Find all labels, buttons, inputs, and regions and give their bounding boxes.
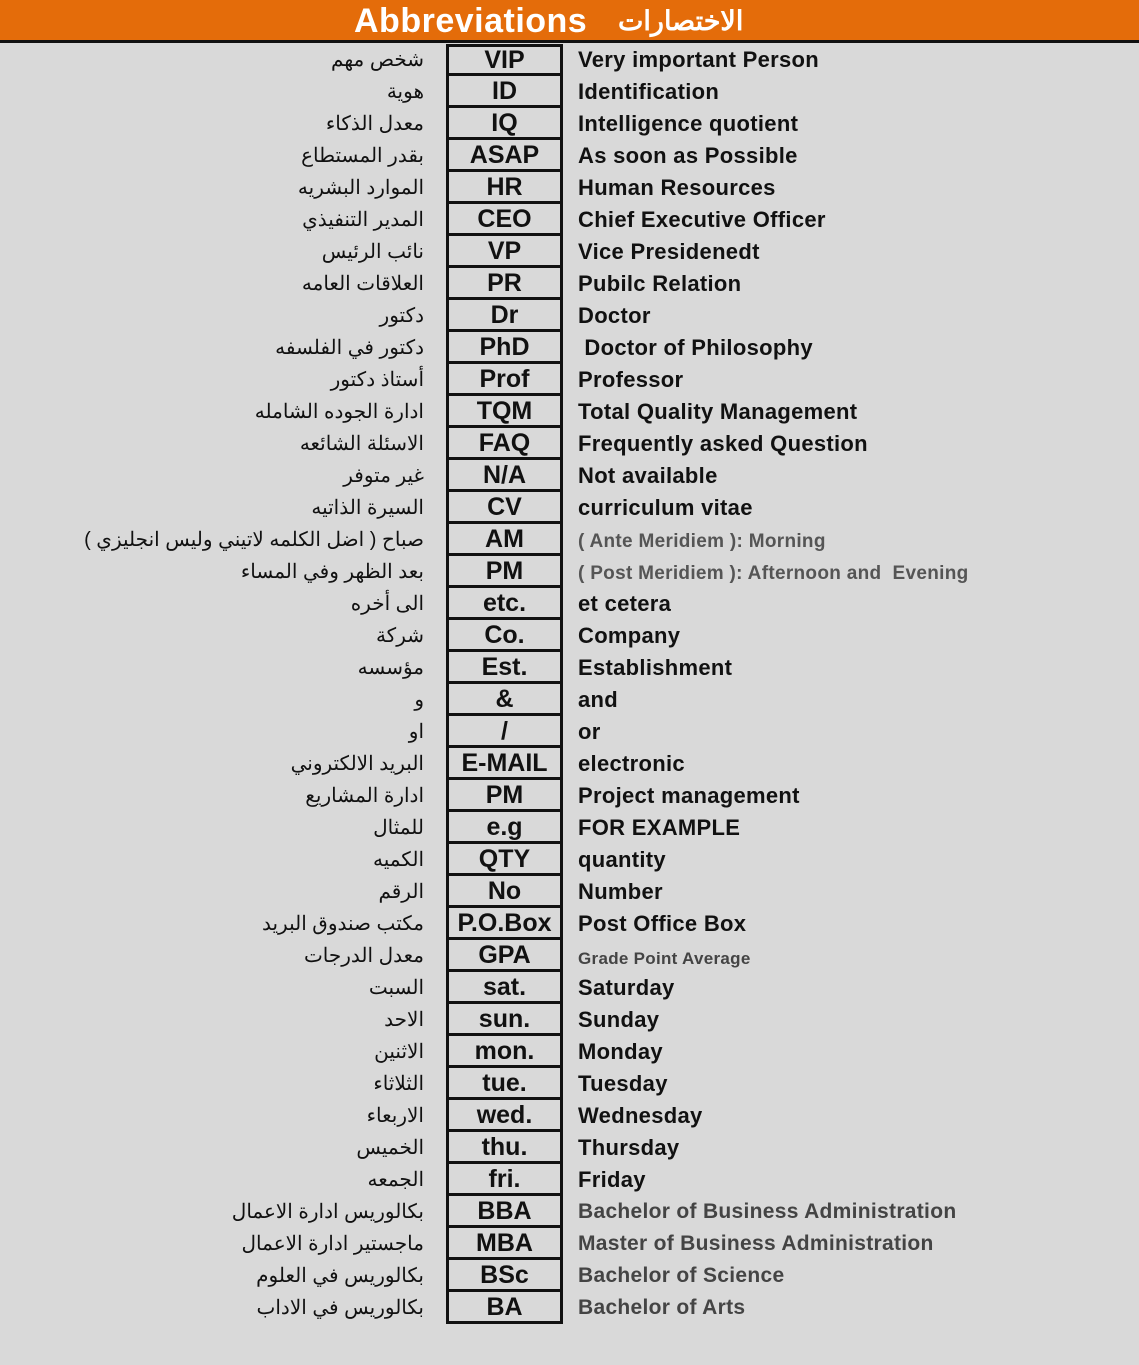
abbreviation-cell: Co. <box>446 620 563 652</box>
abbreviation-cell: PhD <box>446 332 563 364</box>
page-title-en: Abbreviations <box>354 2 588 40</box>
english-meaning: Pubilc Relation <box>578 271 742 296</box>
english-meaning: Thursday <box>578 1135 680 1160</box>
arabic-meaning: بكالوريس في العلوم <box>256 1265 424 1287</box>
table-row <box>0 876 1139 908</box>
table-row <box>0 492 1139 524</box>
arabic-meaning: المدير التنفيذي <box>302 209 424 231</box>
arabic-meaning: بقدر المستطاع <box>301 145 424 167</box>
english-meaning: quantity <box>578 847 666 872</box>
table-row <box>0 524 1139 556</box>
english-meaning: and <box>578 687 619 712</box>
english-meaning: Vice Presidenedt <box>578 239 760 264</box>
table-row <box>0 748 1139 780</box>
english-meaning: Human Resources <box>578 175 776 200</box>
abbreviation-cell: E-MAIL <box>446 748 563 780</box>
table-row <box>0 1292 1139 1324</box>
abbreviation-cell: / <box>446 716 563 748</box>
abbreviation-cell: etc. <box>446 588 563 620</box>
arabic-meaning: الى أخره <box>350 593 424 615</box>
arabic-meaning: الرقم <box>378 881 424 903</box>
table-row <box>0 76 1139 108</box>
table-row <box>0 236 1139 268</box>
page-title-ar: الاختصارات <box>618 6 744 36</box>
arabic-meaning: السبت <box>368 977 424 999</box>
abbreviation-table <box>0 44 1139 1324</box>
table-row <box>0 780 1139 812</box>
english-meaning: or <box>578 719 601 744</box>
english-meaning: FOR EXAMPLE <box>578 815 741 840</box>
arabic-meaning: السيرة الذاتيه <box>311 497 424 519</box>
abbreviation-cell: mon. <box>446 1036 563 1068</box>
arabic-meaning: الموارد البشريه <box>297 177 424 199</box>
arabic-meaning: العلاقات العامه <box>301 273 424 295</box>
table-row <box>0 364 1139 396</box>
abbreviation-cell: HR <box>446 172 563 204</box>
english-meaning: Doctor of Philosophy <box>578 335 813 360</box>
english-meaning: Friday <box>578 1167 646 1192</box>
arabic-meaning: بكالوريس ادارة الاعمال <box>231 1201 424 1223</box>
english-meaning: Tuesday <box>578 1071 668 1096</box>
abbreviation-cell: PR <box>446 268 563 300</box>
arabic-meaning: بعد الظهر وفي المساء <box>240 561 424 583</box>
abbreviation-cell: VP <box>446 236 563 268</box>
table-row <box>0 684 1139 716</box>
english-meaning: Identification <box>578 79 720 104</box>
english-meaning: Doctor <box>578 303 651 328</box>
abbreviation-cell: ID <box>446 76 563 108</box>
abbreviation-cell: Dr <box>446 300 563 332</box>
arabic-meaning: مؤسسه <box>357 657 424 679</box>
abbreviation-cell: IQ <box>446 108 563 140</box>
arabic-meaning: مكتب صندوق البريد <box>261 913 424 935</box>
english-meaning: Bachelor of Science <box>578 1264 785 1287</box>
table-row <box>0 716 1139 748</box>
arabic-meaning: دكتور <box>379 305 424 327</box>
english-meaning: Wednesday <box>578 1103 703 1128</box>
table-row <box>0 1164 1139 1196</box>
abbreviation-cell: ASAP <box>446 140 563 172</box>
abbreviation-cell: N/A <box>446 460 563 492</box>
arabic-meaning: معدل الذكاء <box>325 113 424 135</box>
arabic-meaning: ادارة المشاريع <box>305 785 424 807</box>
arabic-meaning: صباح ( اضل الكلمه لاتيني وليس انجليزي ) <box>84 529 424 551</box>
english-meaning: Very important Person <box>578 47 820 72</box>
table-row <box>0 556 1139 588</box>
arabic-meaning: غير متوفر <box>343 465 424 487</box>
arabic-meaning: او <box>408 721 424 743</box>
english-meaning: Frequently asked Question <box>578 431 868 456</box>
abbreviation-cell: BSc <box>446 1260 563 1292</box>
table-row <box>0 908 1139 940</box>
english-meaning: Establishment <box>578 655 733 680</box>
table-row <box>0 460 1139 492</box>
abbreviation-cell: MBA <box>446 1228 563 1260</box>
english-meaning: Total Quality Management <box>578 399 858 424</box>
english-meaning: Intelligence quotient <box>578 111 799 136</box>
table-row <box>0 300 1139 332</box>
arabic-meaning: بكالوريس في الاداب <box>256 1297 424 1319</box>
arabic-meaning: البريد الالكتروني <box>290 753 424 775</box>
english-meaning: Project management <box>578 783 800 808</box>
table-row <box>0 332 1139 364</box>
arabic-meaning: الكميه <box>372 849 424 871</box>
arabic-meaning: معدل الدرجات <box>303 945 424 967</box>
english-meaning: As soon as Possible <box>578 143 798 168</box>
abbreviation-cell: fri. <box>446 1164 563 1196</box>
table-row <box>0 588 1139 620</box>
abbreviation-cell: AM <box>446 524 563 556</box>
table-row <box>0 140 1139 172</box>
table-row <box>0 1132 1139 1164</box>
abbreviation-cell: GPA <box>446 940 563 972</box>
english-meaning: ( Ante Meridiem ): Morning <box>578 531 826 552</box>
english-meaning: Monday <box>578 1039 663 1064</box>
arabic-meaning: شركة <box>375 625 424 647</box>
abbreviation-cell: PM <box>446 780 563 812</box>
english-meaning: Professor <box>578 367 684 392</box>
english-meaning: Company <box>578 623 681 648</box>
english-meaning: Post Office Box <box>578 911 747 936</box>
table-row <box>0 1100 1139 1132</box>
english-meaning: electronic <box>578 751 685 776</box>
abbreviation-cell: PM <box>446 556 563 588</box>
table-row <box>0 1068 1139 1100</box>
abbreviation-cell: VIP <box>446 44 563 76</box>
abbreviation-cell: & <box>446 684 563 716</box>
arabic-meaning: شخص مهم <box>331 49 424 71</box>
abbreviation-cell: CV <box>446 492 563 524</box>
table-row <box>0 1228 1139 1260</box>
arabic-meaning: الاثنين <box>374 1041 424 1063</box>
abbreviation-cell: Est. <box>446 652 563 684</box>
english-meaning: ( Post Meridiem ): Afternoon and Evening <box>578 563 969 584</box>
arabic-meaning: ماجستير ادارة الاعمال <box>241 1233 424 1255</box>
abbreviation-cell: sun. <box>446 1004 563 1036</box>
table-row <box>0 844 1139 876</box>
abbreviation-cell: FAQ <box>446 428 563 460</box>
abbreviation-cell: thu. <box>446 1132 563 1164</box>
table-row <box>0 1260 1139 1292</box>
table-row <box>0 1004 1139 1036</box>
table-row <box>0 652 1139 684</box>
table-row <box>0 1196 1139 1228</box>
table-row <box>0 204 1139 236</box>
table-row <box>0 268 1139 300</box>
abbreviation-cell: TQM <box>446 396 563 428</box>
arabic-meaning: الخميس <box>356 1137 424 1159</box>
english-meaning: Master of Business Administration <box>578 1232 934 1255</box>
abbreviation-cell: CEO <box>446 204 563 236</box>
english-meaning: Saturday <box>578 975 675 1000</box>
abbreviation-cell: No <box>446 876 563 908</box>
abbreviation-cell: wed. <box>446 1100 563 1132</box>
abbreviation-cell: BBA <box>446 1196 563 1228</box>
abbreviation-cell: sat. <box>446 972 563 1004</box>
table-row <box>0 44 1139 76</box>
table-row <box>0 812 1139 844</box>
arabic-meaning: الاحد <box>384 1009 424 1031</box>
arabic-meaning: ادارة الجوده الشامله <box>254 401 424 423</box>
english-meaning: Not available <box>578 463 718 488</box>
abbreviation-cell: QTY <box>446 844 563 876</box>
table-row <box>0 620 1139 652</box>
table-row <box>0 172 1139 204</box>
english-meaning: Grade Point Average <box>578 949 751 968</box>
table-row <box>0 428 1139 460</box>
arabic-meaning: نائب الرئيس <box>321 241 424 263</box>
arabic-meaning: الاسئلة الشائعه <box>299 433 424 455</box>
arabic-meaning: الثلاثاء <box>373 1073 424 1095</box>
table-row <box>0 940 1139 972</box>
abbreviation-cell: P.O.Box <box>446 908 563 940</box>
english-meaning: Sunday <box>578 1007 660 1032</box>
table-row <box>0 972 1139 1004</box>
english-meaning: Bachelor of Business Administration <box>578 1200 957 1223</box>
arabic-meaning: هوية <box>386 81 424 103</box>
abbreviation-cell: tue. <box>446 1068 563 1100</box>
english-meaning: curriculum vitae <box>578 495 753 520</box>
table-row <box>0 1036 1139 1068</box>
english-meaning: Bachelor of Arts <box>578 1296 746 1319</box>
abbreviation-cell: Prof <box>446 364 563 396</box>
english-meaning: Number <box>578 879 663 904</box>
arabic-meaning: الجمعه <box>367 1169 424 1191</box>
arabic-meaning: أستاذ دكتور <box>330 369 424 391</box>
arabic-meaning: للمثال <box>373 817 424 839</box>
arabic-meaning: الاربعاء <box>366 1105 424 1127</box>
table-row <box>0 108 1139 140</box>
english-meaning: et cetera <box>578 591 672 616</box>
arabic-meaning: دكتور في الفلسفه <box>275 337 424 359</box>
table-row <box>0 396 1139 428</box>
abbreviation-cell: BA <box>446 1292 563 1324</box>
arabic-meaning: و <box>414 689 424 711</box>
abbreviation-cell: e.g <box>446 812 563 844</box>
english-meaning: Chief Executive Officer <box>578 207 826 232</box>
header-banner <box>0 0 1139 43</box>
